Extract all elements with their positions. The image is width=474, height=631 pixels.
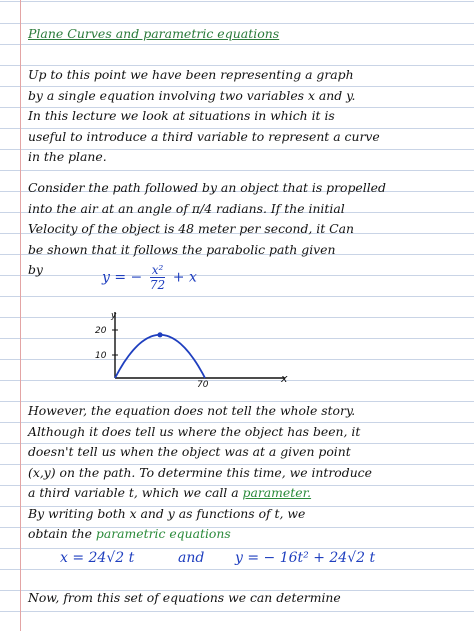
page-title: Plane Curves and parametric equations	[28, 26, 280, 41]
equation-lhs: y = −	[102, 269, 143, 286]
equation-rhs: + x	[172, 269, 197, 286]
text-line: In this lecture we look at situations in which it is	[28, 108, 335, 123]
text-segment: a third variable t, which we call a	[28, 485, 239, 500]
text-line	[28, 526, 468, 542]
text-line: into the air at an angle of π/4 radians. If the initial	[28, 201, 345, 216]
y-tick-label: 10	[95, 351, 107, 361]
text-line: (x,y) on the path. To determine this time, we introduce	[28, 465, 372, 480]
text-line: in the plane.	[28, 149, 107, 164]
text-segment: obtain the	[28, 526, 92, 541]
trajectory-curve	[115, 335, 205, 378]
parameter-term: parameter.	[242, 485, 312, 500]
fraction-denominator: 72	[149, 278, 166, 292]
parametric-equations-term: parametric equations	[95, 526, 231, 541]
x-tick-label: 70	[197, 380, 209, 388]
peak-point	[157, 332, 162, 337]
text-line: Although it does tell us where the object has been, it	[28, 424, 361, 439]
x-parametric-equation: x = 24√2 t	[60, 550, 135, 566]
y-tick-label: 20	[95, 326, 107, 336]
text-line: Up to this point we have been representing a graph	[28, 67, 354, 82]
parabola-graph	[95, 308, 295, 388]
text-line	[28, 485, 468, 501]
text-line: Now, from this set of equations we can determine	[28, 590, 341, 605]
text-line: doesn't tell us when the object was at a given point	[28, 444, 351, 459]
x-axis-label: x	[281, 372, 288, 385]
text-line: However, the equation does not tell the whole story.	[28, 403, 356, 418]
equation-fraction	[150, 263, 166, 292]
text-line: Consider the path followed by an object that is propelled	[28, 180, 386, 195]
fraction-numerator: x²	[151, 263, 164, 277]
y-axis-label: y	[111, 311, 117, 321]
text-line: useful to introduce a third variable to represent a curve	[28, 129, 380, 144]
text-line: By writing both x and y as functions of t, we	[28, 506, 306, 521]
text-line: Velocity of the object is 48 meter per second, it Can	[28, 221, 354, 236]
text-line: be shown that it follows the parabolic path given	[28, 242, 336, 257]
text-line: by	[28, 262, 43, 277]
margin-line	[20, 0, 21, 631]
text-line: by a single equation involving two variables x and y.	[28, 88, 356, 103]
trajectory-equation	[102, 263, 197, 292]
y-parametric-equation: y = − 16t² + 24√2 t	[235, 550, 376, 566]
and-word: and	[178, 550, 205, 566]
